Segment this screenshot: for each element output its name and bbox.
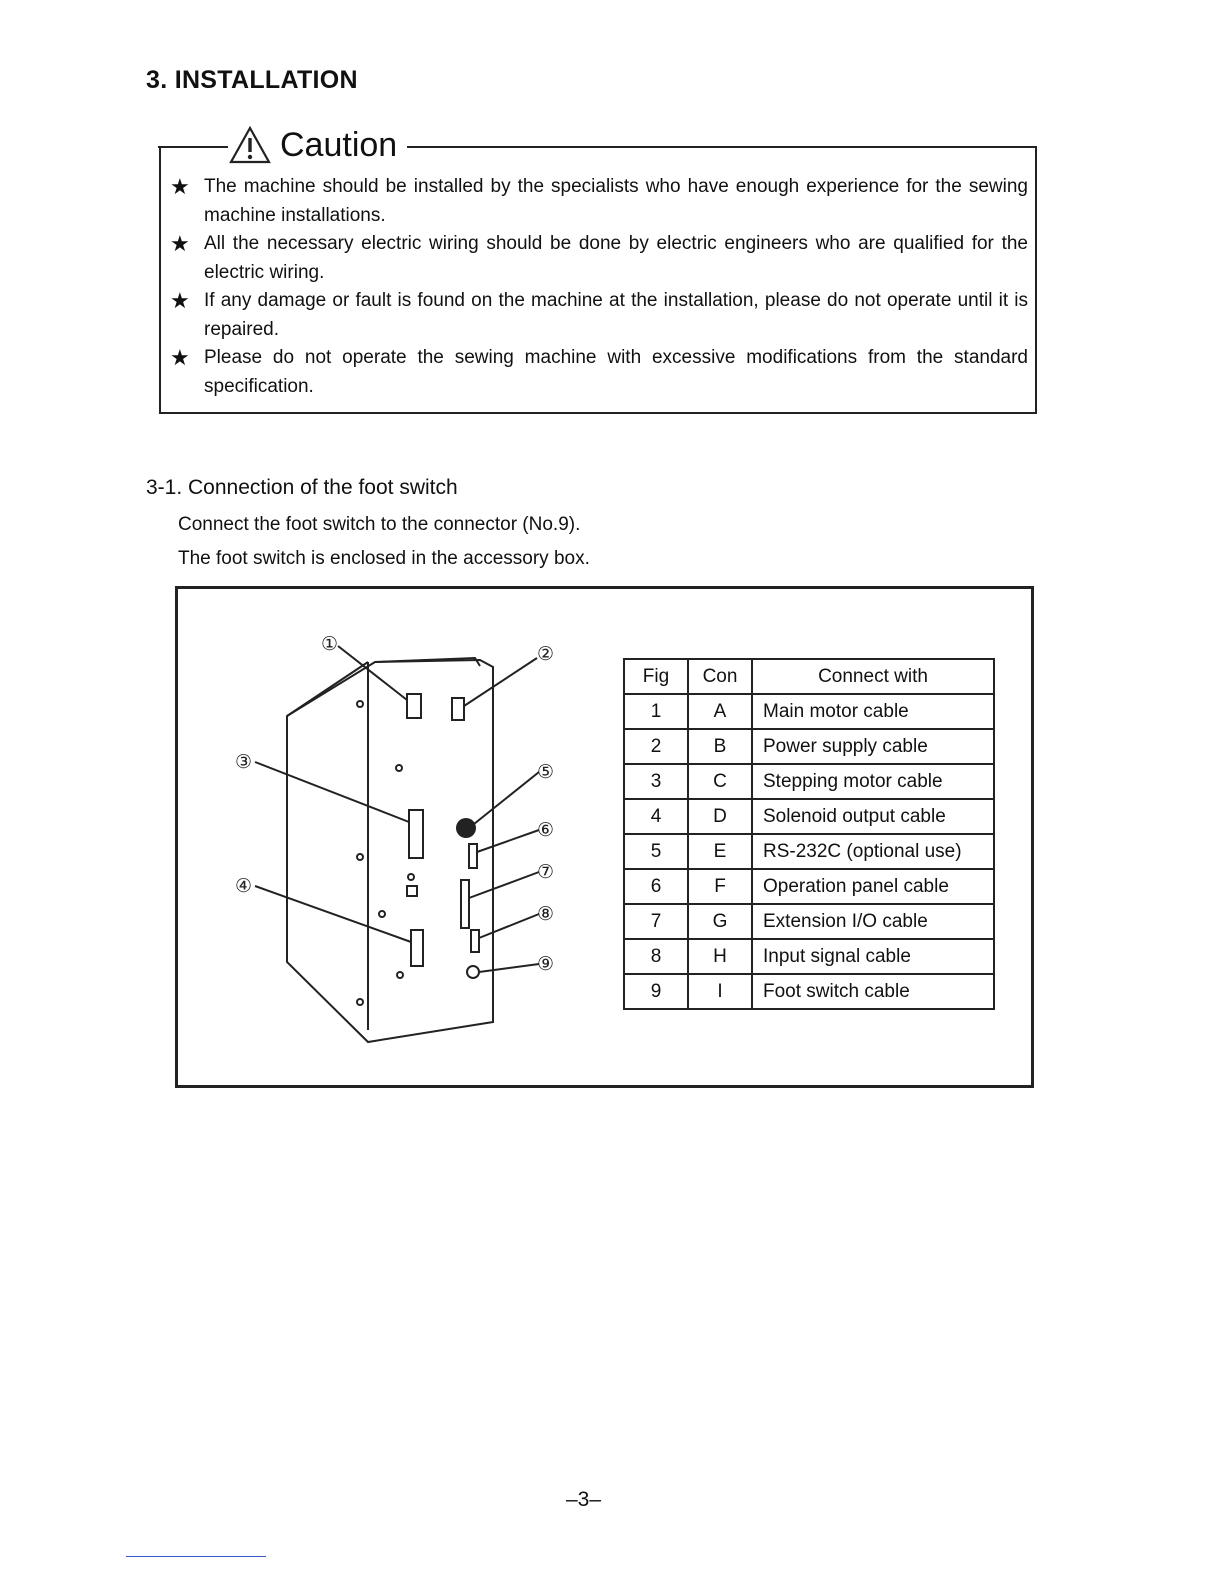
star-icon: ★ <box>170 345 190 370</box>
star-icon: ★ <box>170 231 190 256</box>
cell-con: A <box>688 694 752 729</box>
cell-con: F <box>688 869 752 904</box>
cell-con: G <box>688 904 752 939</box>
cell-connect-with: Stepping motor cable <box>752 764 994 799</box>
caution-item-text: Please do not operate the sewing machine with excessive modifications from the standard specification. <box>204 347 1028 397</box>
box-outline <box>287 660 493 1042</box>
callout-2: ② <box>537 643 555 665</box>
cell-con: C <box>688 764 752 799</box>
cell-con: I <box>688 974 752 1009</box>
table-row <box>624 764 994 799</box>
leader-line <box>479 964 539 972</box>
leader-line <box>477 830 539 852</box>
cell-fig: 5 <box>624 834 688 869</box>
caution-item <box>170 286 1028 343</box>
header-fig: Fig <box>624 659 688 694</box>
caution-item-text: The machine should be installed by the specialists who have enough experience for the sewing machine installations. <box>204 176 1028 226</box>
hole <box>357 701 363 707</box>
cell-fig: 4 <box>624 799 688 834</box>
cell-con: H <box>688 939 752 974</box>
connector-i <box>467 966 479 978</box>
leader-line <box>469 772 539 828</box>
cell-con: D <box>688 799 752 834</box>
caution-header <box>162 118 407 172</box>
cell-connect-with: Operation panel cable <box>752 869 994 904</box>
callout-1: ① <box>321 633 339 655</box>
callout-8: ⑧ <box>537 903 555 925</box>
hole <box>357 854 363 860</box>
cell-connect-with: Solenoid output cable <box>752 799 994 834</box>
hole <box>396 765 402 771</box>
caution-item-text: All the necessary electric wiring should be done by electric engineers who are qualified for the electric wiring. <box>204 233 1028 283</box>
paragraph: Connect the foot switch to the connector (No.9). <box>178 514 581 535</box>
table-row <box>624 939 994 974</box>
hole <box>397 972 403 978</box>
caution-item <box>170 172 1028 229</box>
table-row <box>624 694 994 729</box>
cell-connect-with: RS-232C (optional use) <box>752 834 994 869</box>
table-row <box>624 904 994 939</box>
footer-line <box>126 1556 266 1557</box>
control-box-diagram <box>225 622 575 1052</box>
table-row <box>624 834 994 869</box>
connector-c <box>409 810 423 858</box>
caution-lead-line <box>158 146 228 148</box>
star-icon: ★ <box>170 174 190 199</box>
table-row <box>624 974 994 1009</box>
hole <box>357 999 363 1005</box>
cell-fig: 6 <box>624 869 688 904</box>
section-title: 3. INSTALLATION <box>146 66 358 94</box>
warning-triangle-icon <box>228 125 272 165</box>
caution-item-text: If any damage or fault is found on the machine at the installation, please do not operate until it is repaired. <box>204 290 1028 340</box>
leader-line <box>469 872 539 898</box>
connection-table <box>623 658 995 1010</box>
connector-f <box>469 844 477 868</box>
cell-fig: 3 <box>624 764 688 799</box>
connector-b <box>452 698 464 720</box>
leader-line <box>479 914 539 938</box>
caution-title: Caution <box>280 125 398 164</box>
cell-fig: 2 <box>624 729 688 764</box>
leader-line <box>464 658 537 706</box>
cell-connect-with: Extension I/O cable <box>752 904 994 939</box>
cell-connect-with: Input signal cable <box>752 939 994 974</box>
table-row <box>624 869 994 904</box>
star-icon: ★ <box>170 288 190 313</box>
callout-3: ③ <box>235 751 253 773</box>
cell-connect-with: Power supply cable <box>752 729 994 764</box>
table-header-row <box>624 659 994 694</box>
cell-con: B <box>688 729 752 764</box>
subsection-title: 3-1. Connection of the foot switch <box>146 476 458 499</box>
callout-5: ⑤ <box>537 761 555 783</box>
callout-4: ④ <box>235 875 253 897</box>
caution-item <box>170 229 1028 286</box>
connector-d <box>411 930 423 966</box>
hole <box>408 874 414 880</box>
connector-a <box>407 694 421 718</box>
cell-fig: 1 <box>624 694 688 729</box>
table-row <box>624 799 994 834</box>
connector-small <box>407 886 417 896</box>
caution-list <box>170 172 1028 400</box>
header-connect-with: Connect with <box>752 659 994 694</box>
caution-item <box>170 343 1028 400</box>
box-top-edge <box>287 662 368 716</box>
leader-line <box>255 886 411 942</box>
cell-con: E <box>688 834 752 869</box>
table-row <box>624 729 994 764</box>
cell-fig: 9 <box>624 974 688 1009</box>
cell-fig: 7 <box>624 904 688 939</box>
leader-line <box>338 646 407 700</box>
callout-6: ⑥ <box>537 819 555 841</box>
connector-h <box>471 930 479 952</box>
leader-line <box>255 762 409 822</box>
page-number: –3– <box>566 1488 602 1511</box>
cell-fig: 8 <box>624 939 688 974</box>
paragraph: The foot switch is enclosed in the accessory box. <box>178 548 590 569</box>
callout-9: ⑨ <box>537 953 555 975</box>
connector-g <box>461 880 469 928</box>
cell-connect-with: Foot switch cable <box>752 974 994 1009</box>
header-con: Con <box>688 659 752 694</box>
hole <box>379 911 385 917</box>
callout-7: ⑦ <box>537 861 555 883</box>
connector-e <box>456 818 476 838</box>
cell-connect-with: Main motor cable <box>752 694 994 729</box>
